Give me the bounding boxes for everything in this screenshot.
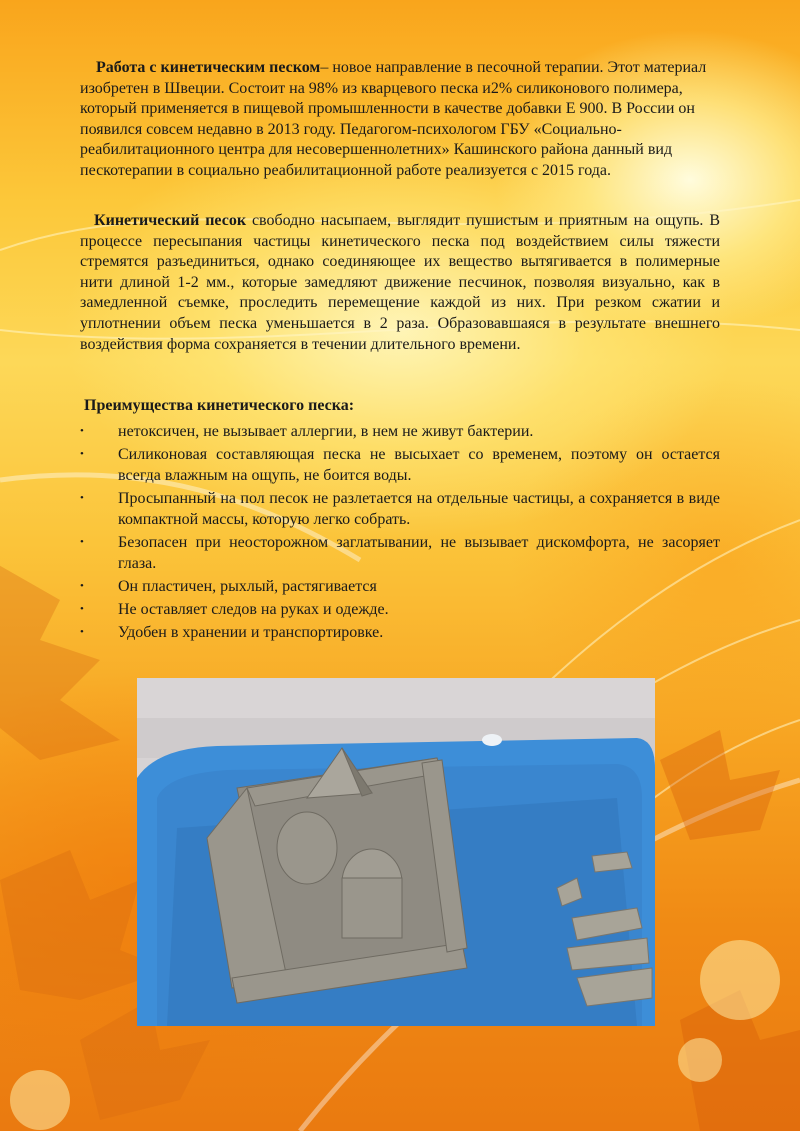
list-item (80, 576, 720, 597)
description-text: свободно насыпаем, выглядит пушистым и приятным на ощупь. В процессе пересыпания частицы кинетического песка под воздействием силы тяжести стремятся разъединиться, однако соединяющее их вещество вытягивается в полимерные нити длиной 1-2 мм., которые замедляют движение песчинок, позволяя визуально, как в замедленной съемке, проследить перемещение каждой из них. При резком сжатии и уплотнении объем песка уменьшается в 2 раза. Образовавшаяся в результате внешнего воздействия форма сохраняется в течении длительного времени. (80, 212, 720, 353)
bullet-icon: • (80, 536, 84, 548)
bullet-icon: • (80, 603, 84, 615)
list-item-text: Удобен в хранении и транспортировке. (118, 624, 384, 641)
list-item (80, 599, 720, 620)
bullet-icon: • (80, 448, 84, 460)
list-item (80, 444, 720, 486)
sand-castle-photo (137, 678, 655, 1026)
bullet-icon: • (80, 425, 84, 437)
list-item (80, 488, 720, 530)
list-item-text: Не оставляет следов на руках и одежде. (118, 601, 389, 618)
advantages-list (80, 421, 720, 645)
description-lead-bold: Кинетический песок (94, 212, 247, 229)
list-item (80, 532, 720, 574)
intro-paragraph (80, 58, 720, 182)
list-item (80, 421, 720, 442)
bullet-icon: • (80, 626, 84, 638)
advantages-title: Преимущества кинетического песка: (84, 397, 355, 414)
bullet-icon: • (80, 492, 84, 504)
intro-lead-bold: Работа с кинетическим песком (96, 59, 321, 76)
list-item-text: Он пластичен, рыхлый, растягивается (118, 578, 377, 595)
list-item-text: Силиконовая составляющая песка не высыхает со временем, поэтому он остается всегда влажным на ощупь, не боится воды. (118, 446, 720, 484)
list-item-text: нетоксичен, не вызывает аллергии, в нем не живут бактерии. (118, 423, 534, 440)
list-item-text: Безопасен при неосторожном заглатывании, не вызывает дискомфорта, не засоряет глаза. (118, 534, 720, 572)
sand-castle-image (137, 678, 655, 1026)
bullet-icon: • (80, 580, 84, 592)
intro-text: – новое направление в песочной терапии. Этот материал изобретен в Швеции. Состоит на 98% из кварцевого песка и2% силиконового полимера, который применяется в пищевой промышленности в качестве добавки Е 900. В России он появился совсем недавно в 2013 году. Педагогом-психологом ГБУ «Социально-реабилитационного центра для несовершеннолетних» Кашинского района данный вид пескотерапии в социально реабилитационной работе реализуется с 2015 года. (80, 59, 707, 179)
list-item (80, 622, 720, 643)
list-item-text: Просыпанный на пол песок не разлетается на отдельные частицы, а сохраняется в виде компактной массы, которую легко собрать. (118, 490, 720, 528)
description-paragraph (80, 211, 720, 355)
